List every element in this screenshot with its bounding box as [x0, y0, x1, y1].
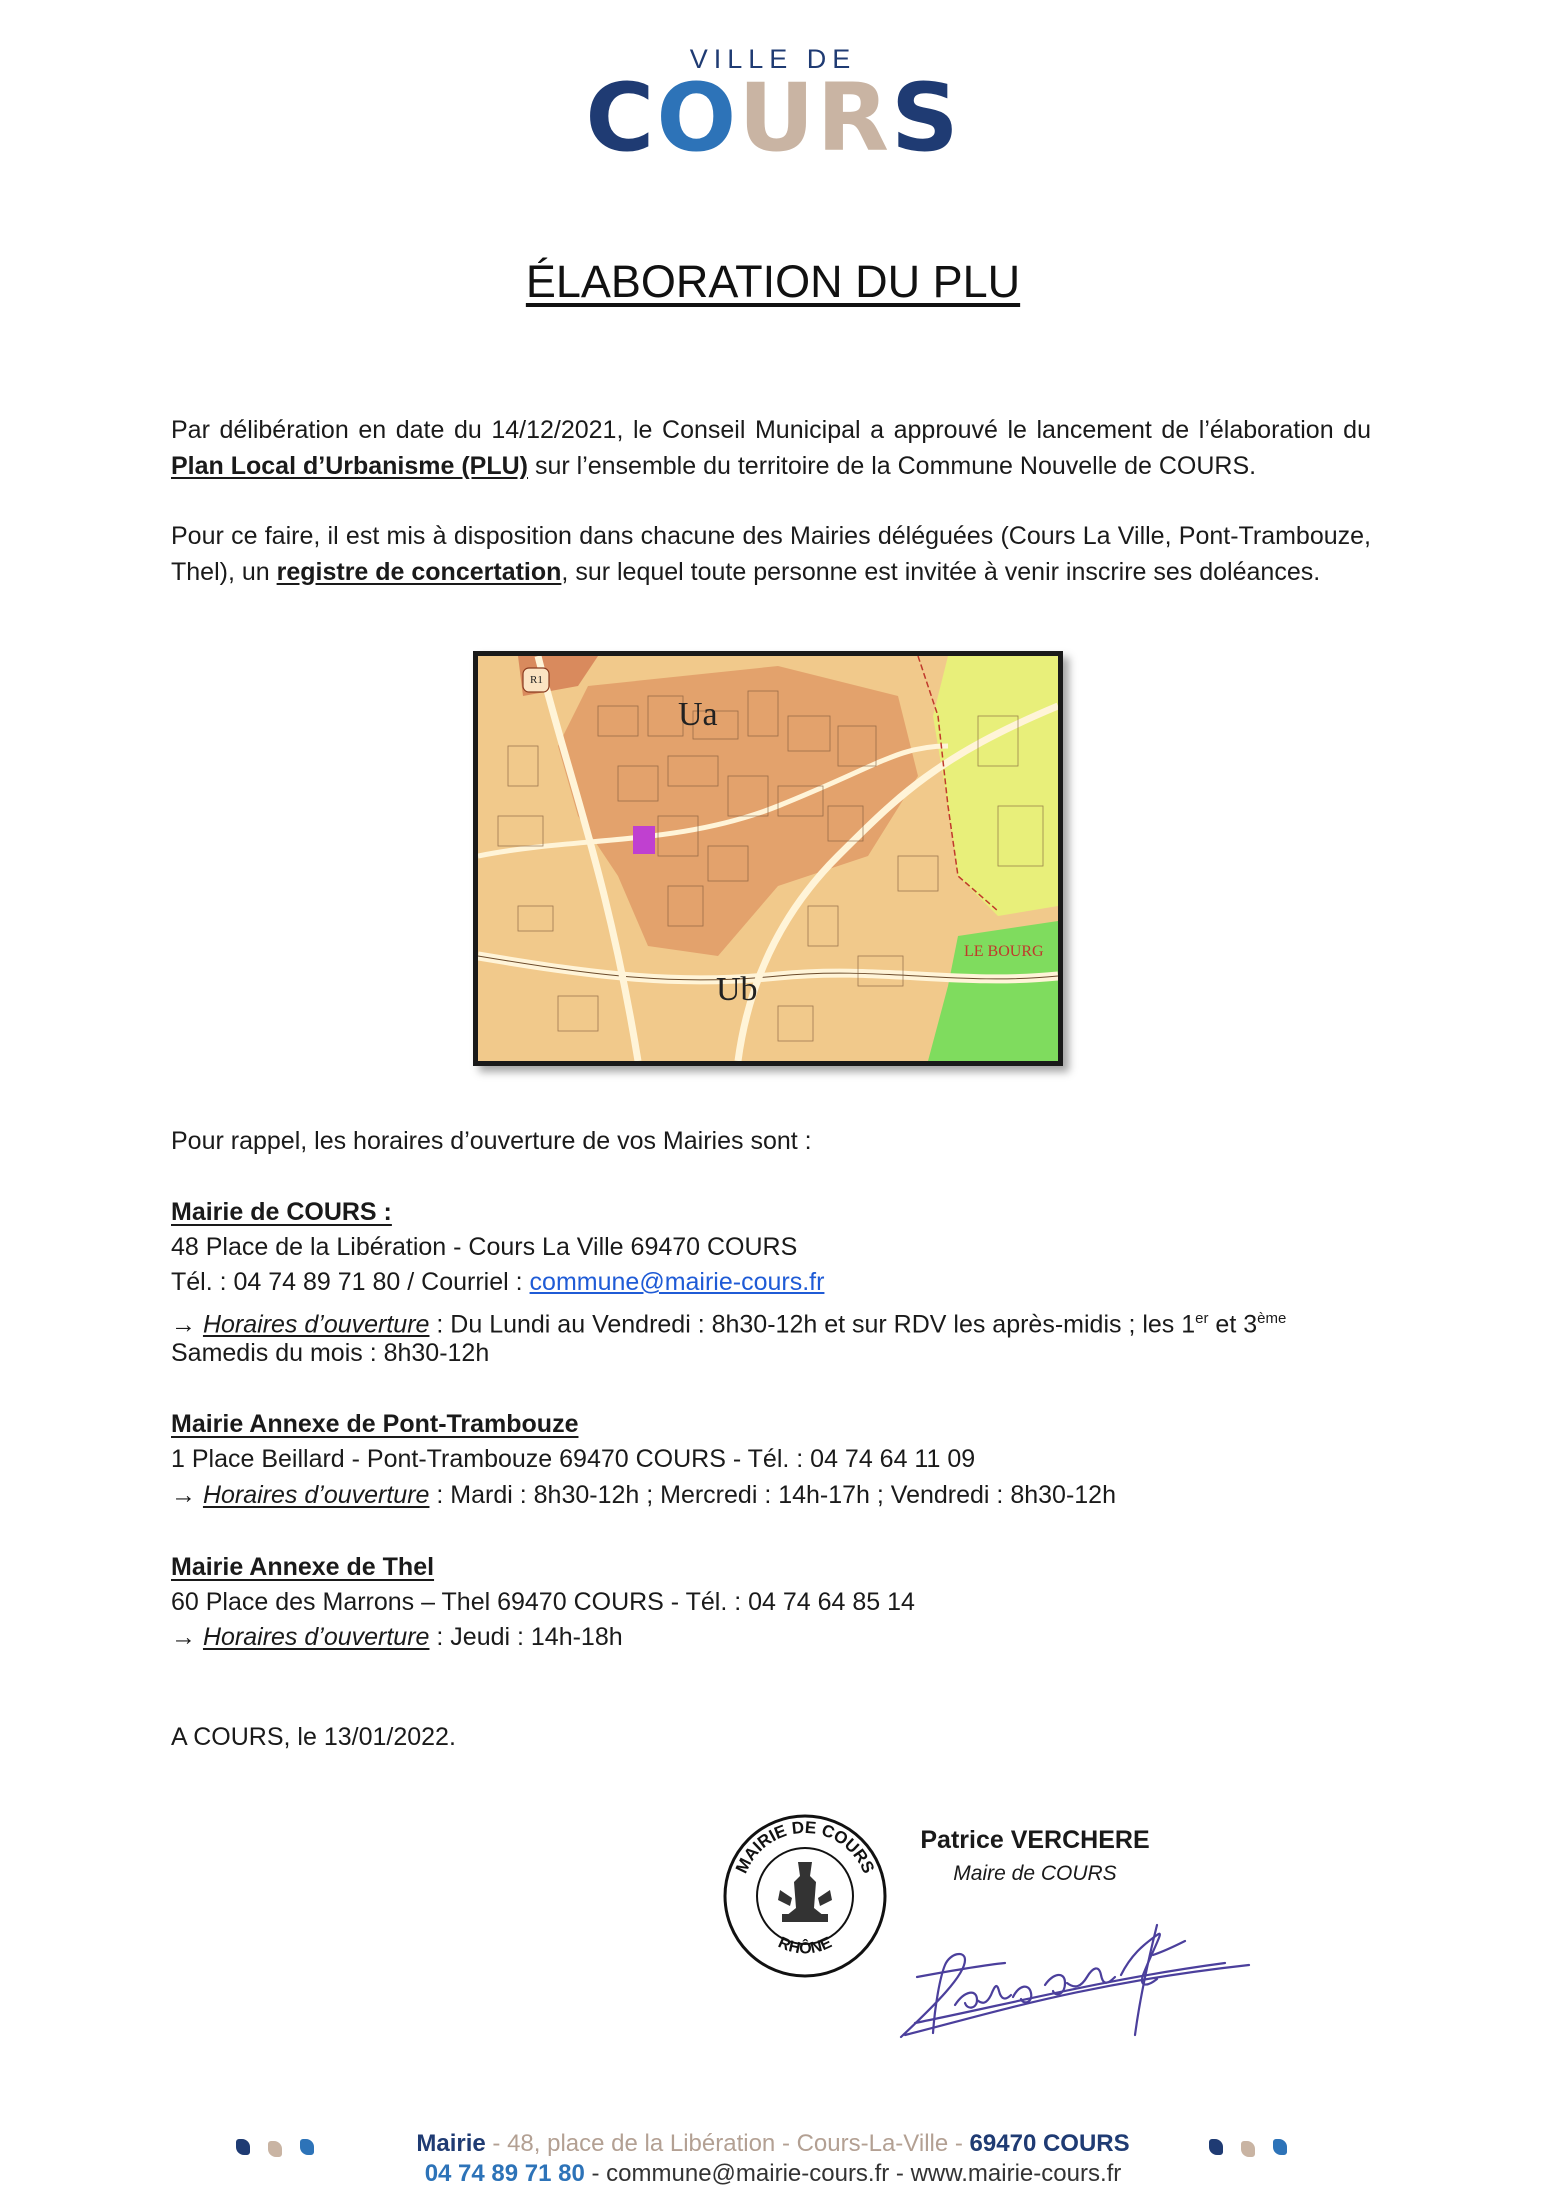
map-label-bourg: LE BOURG: [964, 943, 1044, 960]
footer-sep: -: [584, 2160, 607, 2187]
footer-mairie: Mairie: [416, 2130, 486, 2157]
map-label-ub: Ub: [716, 971, 758, 1008]
footer-sep: -: [485, 2130, 508, 2157]
footer-phone[interactable]: 04 74 89 71 80: [424, 2160, 585, 2187]
hours-text: : Du Lundi au Vendredi : 8h30-12h et sur RDV les après-midis ; les 1: [429, 1310, 1196, 1339]
arrow-icon: →: [171, 1623, 203, 1651]
intro-p2-text: Pour ce faire, il est mis à disposition dans chacune des Mairies déléguées (Cours La Ville, Pont-Trambouze, Thel), un: [171, 522, 1371, 586]
plu-zoning-map: [473, 651, 1063, 1066]
intro-p1-end: sur l’ensemble du territoire de la Commune Nouvelle de COURS.: [528, 451, 1257, 480]
stamp-top-text: MAIRIE DE COURS: [731, 1817, 879, 1877]
footer-postcode: 69470 COURS: [969, 2130, 1130, 2157]
date-line: A COURS, le 13/01/2022.: [171, 1723, 456, 1751]
mairie-thel-hours: [171, 1620, 623, 1656]
signer-name: Patrice VERCHERE: [920, 1826, 1150, 1854]
mairie-stamp-seal: [720, 1810, 890, 1982]
handwritten-signature: [895, 1905, 1255, 2045]
mairie-pont-heading: Mairie Annexe de Pont-Trambouze: [171, 1410, 579, 1438]
plu-term: Plan Local d’Urbanisme (PLU): [171, 451, 529, 480]
map-graphic: [478, 656, 1058, 1061]
intro-paragraph-2: [171, 519, 1371, 590]
footer-sep: -: [889, 2160, 911, 2187]
sup-eme: ème: [1257, 1310, 1287, 1327]
svg-text:RHÔNE: [776, 1934, 835, 1957]
mairie-pont-hours: [171, 1478, 1116, 1514]
mairie-cours-phone: Tél. : 04 74 89 71 80 / Courriel :: [171, 1268, 530, 1296]
hours-text: : Jeudi : 14h-18h: [429, 1623, 623, 1651]
hours-label: Horaires d’ouverture: [202, 1310, 430, 1339]
intro-p1-text: Par délibération en date du 14/12/2021, le Conseil Municipal a approuvé le lancement de l’élaboration du: [171, 416, 1371, 444]
logo-letter-c: C: [585, 64, 657, 173]
mairie-cours-address: 48 Place de la Libération - Cours La Ville 69470 COURS: [171, 1233, 798, 1261]
mairie-thel-heading: Mairie Annexe de Thel: [171, 1553, 435, 1581]
footer-email[interactable]: commune@mairie-cours.fr: [606, 2160, 890, 2187]
footer-sep: -: [948, 2130, 970, 2157]
hours-and: et 3: [1208, 1310, 1258, 1339]
mairie-cours-email-link[interactable]: commune@mairie-cours.fr: [529, 1268, 825, 1296]
hours-label: Horaires d’ouverture: [202, 1481, 430, 1509]
mairie-cours-contact: [171, 1265, 824, 1301]
arrow-icon: →: [171, 1310, 203, 1339]
hours-text: : Mardi : 8h30-12h ; Mercredi : 14h-17h ; Vendredi : 8h30-12h: [429, 1481, 1116, 1509]
signer-role: Maire de COURS: [953, 1862, 1117, 1885]
mairie-thel-address: 60 Place des Marrons – Thel 69470 COURS - Tél. : 04 74 64 85 14: [171, 1588, 915, 1616]
map-label-ua: Ua: [678, 696, 718, 733]
mairie-cours-heading: Mairie de COURS :: [171, 1198, 392, 1226]
logo-letter-u: U: [738, 64, 817, 173]
map-label-r1: R1: [530, 674, 543, 686]
logo-letter-r: R: [816, 64, 891, 173]
logo-cours: [0, 64, 1546, 173]
intro-p2-end: , sur lequel toute personne est invitée à venir inscrire ses doléances.: [561, 557, 1321, 586]
reminder-text: Pour rappel, les horaires d’ouverture de vos Mairies sont :: [171, 1127, 812, 1155]
footer-address: 48, place de la Libération - Cours-La-Ville: [507, 2130, 949, 2157]
footer-address-line: [0, 2130, 1546, 2158]
hours-label: Horaires d’ouverture: [202, 1623, 430, 1651]
logo-ville-de: VILLE DE: [689, 44, 857, 74]
mairie-pont-address: 1 Place Beillard - Pont-Trambouze 69470 COURS - Tél. : 04 74 64 11 09: [171, 1445, 976, 1473]
page-title: ÉLABORATION DU PLU: [525, 256, 1021, 307]
registre-term: registre de concertation: [276, 557, 562, 586]
logo-letter-s: S: [890, 64, 961, 173]
sup-er: er: [1195, 1310, 1209, 1327]
stamp-bottom-text: RHÔNE: [775, 1934, 835, 1958]
logo-letter-o: O: [656, 64, 739, 173]
footer-web[interactable]: www.mairie-cours.fr: [910, 2160, 1122, 2187]
mairie-cours-hours-line2: Samedis du mois : 8h30-12h: [171, 1339, 490, 1367]
arrow-icon: →: [171, 1481, 203, 1509]
intro-paragraph-1: [171, 413, 1371, 484]
footer-contact-line: [0, 2160, 1546, 2188]
